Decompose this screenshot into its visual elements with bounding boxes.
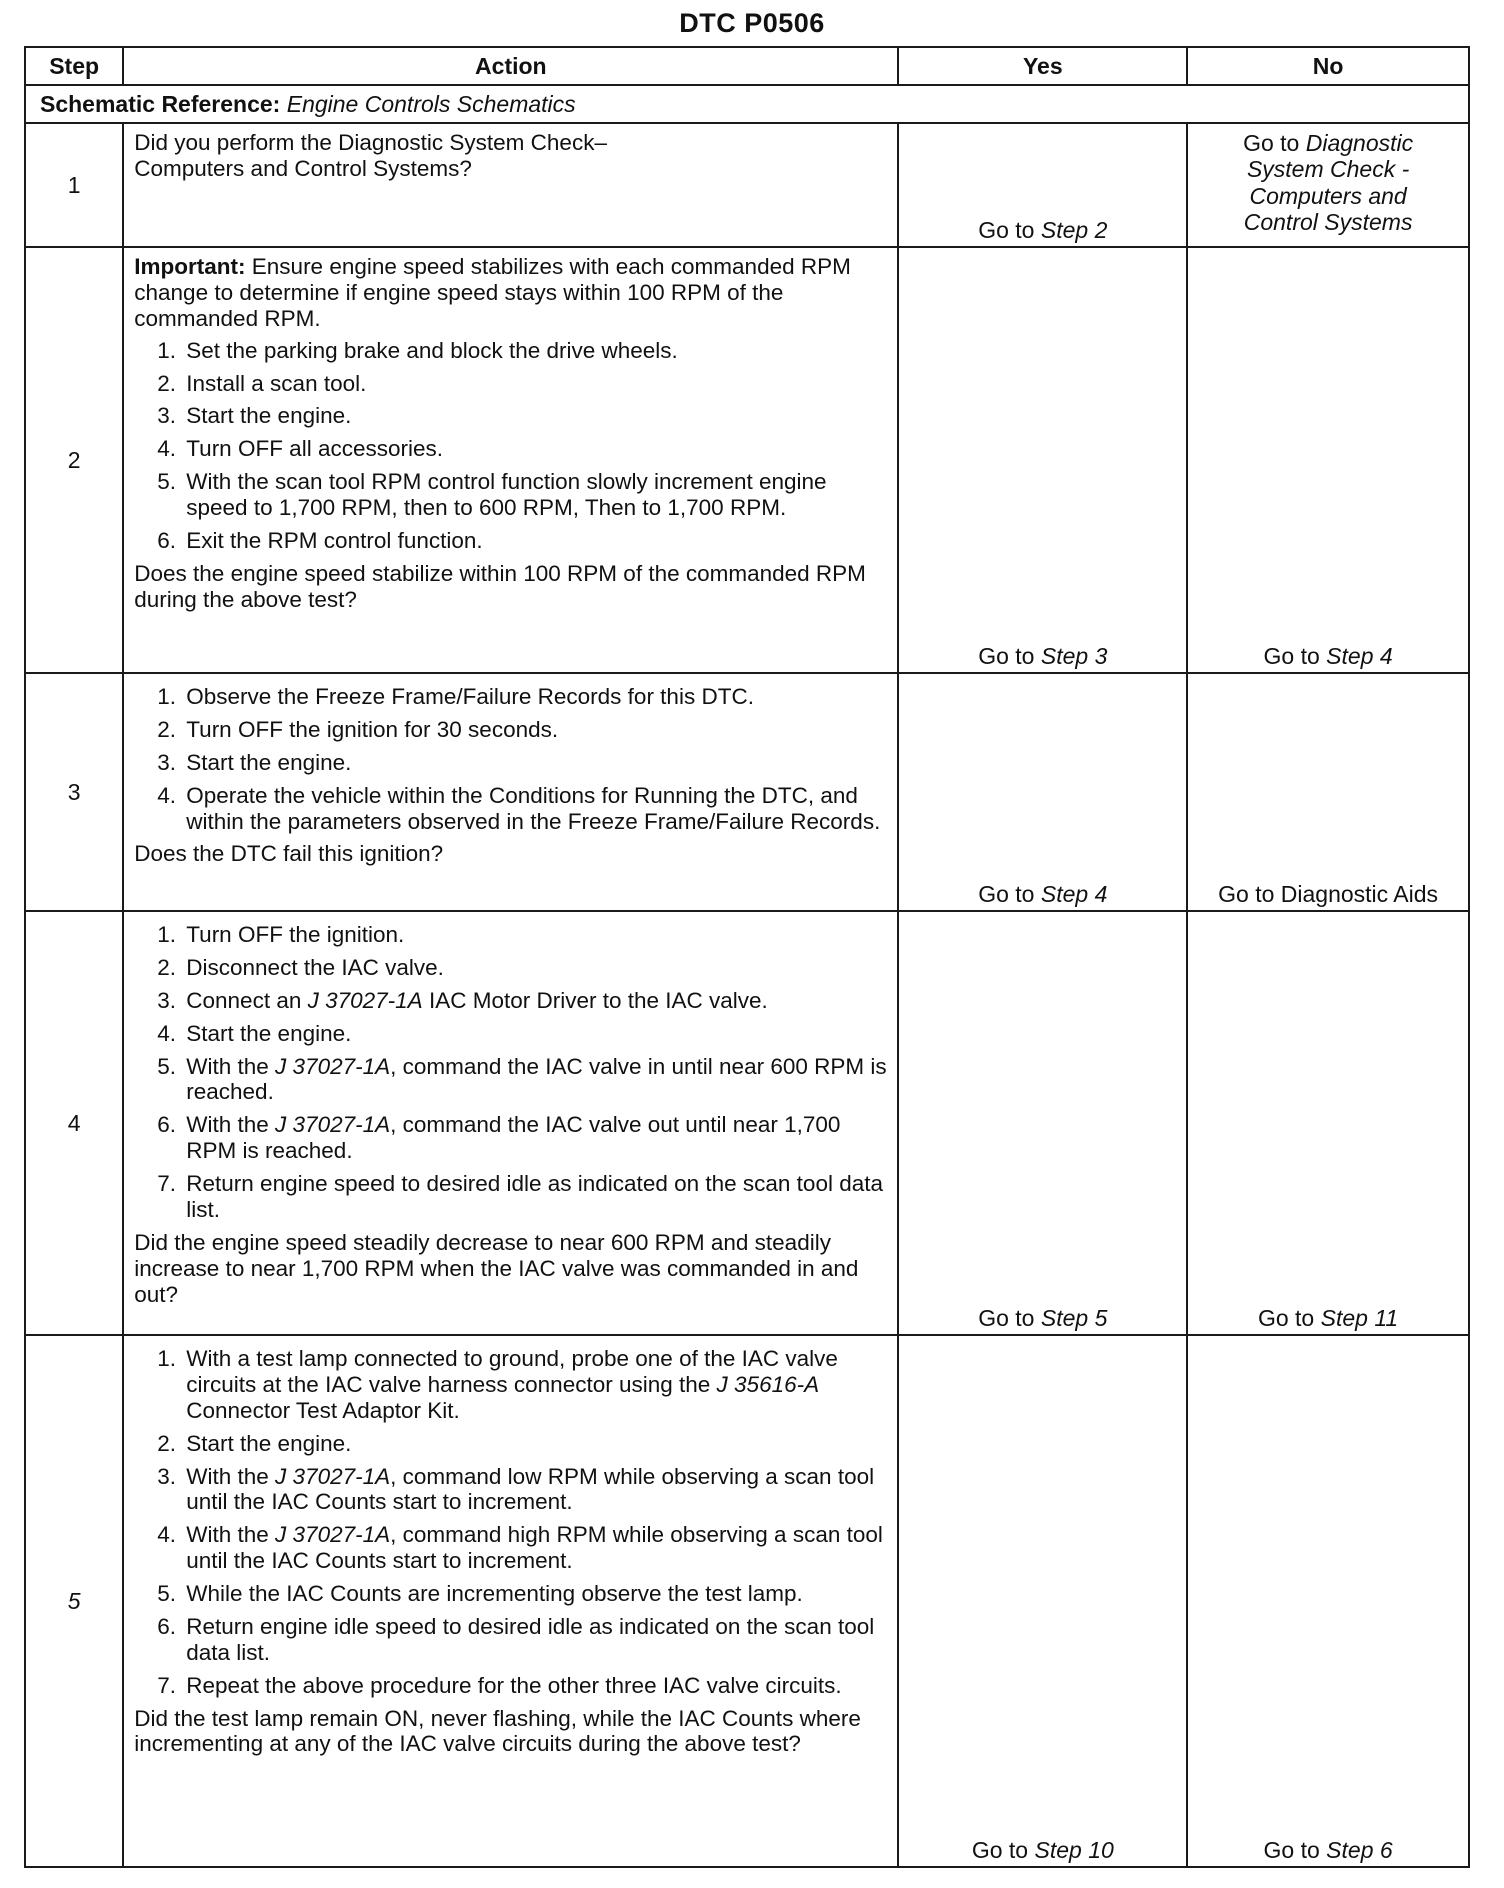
important-text: Ensure engine speed stabilizes with each commanded RPM change to determine if engine speed stays within 100 RPM of the commanded RPM. (134, 254, 851, 331)
step-number: 1 (25, 123, 123, 247)
yes-link[interactable]: Step 10 (1034, 1836, 1114, 1863)
document-title: DTC P0506 (679, 8, 825, 38)
table-row-step-3 (25, 673, 1469, 911)
procedure-item: 2. Turn OFF the ignition for 30 seconds. (182, 717, 887, 743)
yes-link[interactable]: Step 5 (1040, 1304, 1108, 1331)
diagnostic-table (24, 46, 1470, 1868)
no-link[interactable]: Step 4 (1326, 642, 1393, 669)
no-prefix: Go to (1257, 1304, 1315, 1331)
procedure-item: 7. Repeat the above procedure for the other three IAC valve circuits. (182, 1673, 887, 1699)
action-text: Did you perform the Diagnostic System Check– Computers and Control Systems? (134, 130, 607, 181)
tool-reference: J 37027-1A (275, 1112, 391, 1138)
procedure-item: 2. Start the engine. (182, 1431, 887, 1457)
step-number: 2 (25, 247, 123, 673)
important-label: Important: (134, 254, 246, 279)
no-cell (1187, 911, 1469, 1335)
header-action: Action (123, 47, 898, 85)
step-number: 5 (25, 1335, 123, 1867)
no-link[interactable]: Go to Diagnostic Aids (1218, 880, 1439, 907)
table-row-step-2 (25, 247, 1469, 673)
tool-reference: J 37027-1A (275, 1053, 391, 1079)
yes-prefix: Go to (971, 1836, 1029, 1863)
procedure-item: 3. Start the engine. (182, 750, 887, 776)
question-text: Does the engine speed stabilize within 100 RPM of the commanded RPM during the above test? (134, 560, 866, 612)
procedure-item: 3. With the J 37027-1A, command low RPM while observing a scan tool until the IAC Counts start to increment. (182, 1464, 887, 1516)
no-link[interactable]: Step 6 (1326, 1836, 1393, 1863)
yes-prefix: Go to (978, 642, 1035, 669)
procedure-item: 3. Start the engine. (182, 403, 887, 429)
procedure-list (134, 922, 887, 1223)
yes-prefix: Go to (978, 216, 1035, 243)
procedure-item: 1. Set the parking brake and block the drive wheels. (182, 338, 887, 364)
procedure-item: 5. With the J 37027-1A, command the IAC valve in until near 600 RPM is reached. (182, 1054, 887, 1106)
no-cell (1187, 247, 1469, 673)
procedure-list (134, 338, 887, 554)
yes-cell (898, 911, 1187, 1335)
procedure-item: 3. Connect an J 37027-1A IAC Motor Driver to the IAC valve. (182, 988, 887, 1014)
question-text: Did the engine speed steadily decrease to near 600 RPM and steadily increase to near 1,700 RPM when the IAC valve was commanded in and out? (134, 1229, 859, 1307)
table-row-step-4 (25, 911, 1469, 1335)
yes-cell (898, 123, 1187, 247)
procedure-item: 4. With the J 37027-1A, command high RPM while observing a scan tool until the IAC Counts start to increment. (182, 1522, 887, 1574)
procedure-item: 4. Operate the vehicle within the Conditions for Running the DTC, and within the parameters observed in the Freeze Frame/Failure Records. (182, 783, 887, 835)
step-number: 3 (25, 673, 123, 911)
important-note (134, 254, 887, 332)
yes-link[interactable]: Step 4 (1040, 880, 1108, 907)
action-cell (123, 1335, 898, 1867)
procedure-item: 6. With the J 37027-1A, command the IAC valve out until near 1,700 RPM is reached. (182, 1112, 887, 1164)
procedure-item: 6. Return engine idle speed to desired idle as indicated on the scan tool data list. (182, 1614, 887, 1666)
header-no: No (1187, 47, 1469, 85)
action-cell (123, 123, 898, 247)
procedure-item: 5. With the scan tool RPM control function slowly increment engine speed to 1,700 RPM, then to 600 RPM, Then to 1,700 RPM. (182, 469, 887, 521)
no-link[interactable]: Diagnostic System Check - Computers and Control Systems (1243, 130, 1414, 236)
yes-prefix: Go to (978, 880, 1035, 907)
no-prefix: Go to (1243, 130, 1300, 156)
table-header-row (25, 47, 1469, 85)
schematic-reference-row (25, 85, 1469, 123)
procedure-item: 1. Turn OFF the ignition. (182, 922, 887, 948)
procedure-item: 6. Exit the RPM control function. (182, 528, 887, 554)
action-cell (123, 673, 898, 911)
procedure-item: 1. Observe the Freeze Frame/Failure Records for this DTC. (182, 684, 887, 710)
tool-reference: J 37027-1A (275, 1522, 391, 1548)
step-number: 4 (25, 911, 123, 1335)
procedure-item: 4. Start the engine. (182, 1021, 887, 1047)
procedure-item: 1. With a test lamp connected to ground, probe one of the IAC valve circuits at the IAC valve harness connector using the J 35616-A Connector Test Adaptor Kit. (182, 1346, 887, 1424)
header-yes: Yes (898, 47, 1187, 85)
tool-reference: J 37027-1A (307, 987, 423, 1013)
yes-prefix: Go to (978, 1304, 1035, 1331)
schematic-reference-label: Schematic Reference: (40, 90, 281, 117)
procedure-item: 2. Disconnect the IAC valve. (182, 955, 887, 981)
tool-reference: J 35616-A (716, 1371, 820, 1397)
schematic-reference (25, 85, 1469, 123)
procedure-item: 5. While the IAC Counts are incrementing observe the test lamp. (182, 1581, 887, 1607)
yes-cell (898, 673, 1187, 911)
action-cell (123, 247, 898, 673)
schematic-reference-value: Engine Controls Schematics (286, 90, 576, 117)
tool-reference: J 37027-1A (275, 1463, 391, 1489)
question-text: Does the DTC fail this ignition? (134, 841, 444, 867)
table-row-step-1 (25, 123, 1469, 247)
no-cell (1187, 1335, 1469, 1867)
yes-link[interactable]: Step 3 (1040, 642, 1108, 669)
no-prefix: Go to (1263, 642, 1320, 669)
header-step: Step (25, 47, 123, 85)
action-cell (123, 911, 898, 1335)
yes-cell (898, 1335, 1187, 1867)
procedure-item: 4. Turn OFF all accessories. (182, 436, 887, 462)
no-prefix: Go to (1263, 1836, 1320, 1863)
yes-cell (898, 247, 1187, 673)
procedure-item: 7. Return engine speed to desired idle as indicated on the scan tool data list. (182, 1171, 887, 1223)
procedure-item: 2. Install a scan tool. (182, 371, 887, 397)
question-text: Did the test lamp remain ON, never flashing, while the IAC Counts where incrementing at any of the IAC valve circuits during the above test? (134, 1705, 861, 1757)
procedure-list (134, 1346, 887, 1699)
yes-link[interactable]: Step 2 (1040, 216, 1108, 243)
no-cell (1187, 673, 1469, 911)
procedure-list (134, 684, 887, 834)
no-cell (1187, 123, 1469, 247)
table-row-step-5 (25, 1335, 1469, 1867)
no-link[interactable]: Step 11 (1320, 1304, 1399, 1331)
